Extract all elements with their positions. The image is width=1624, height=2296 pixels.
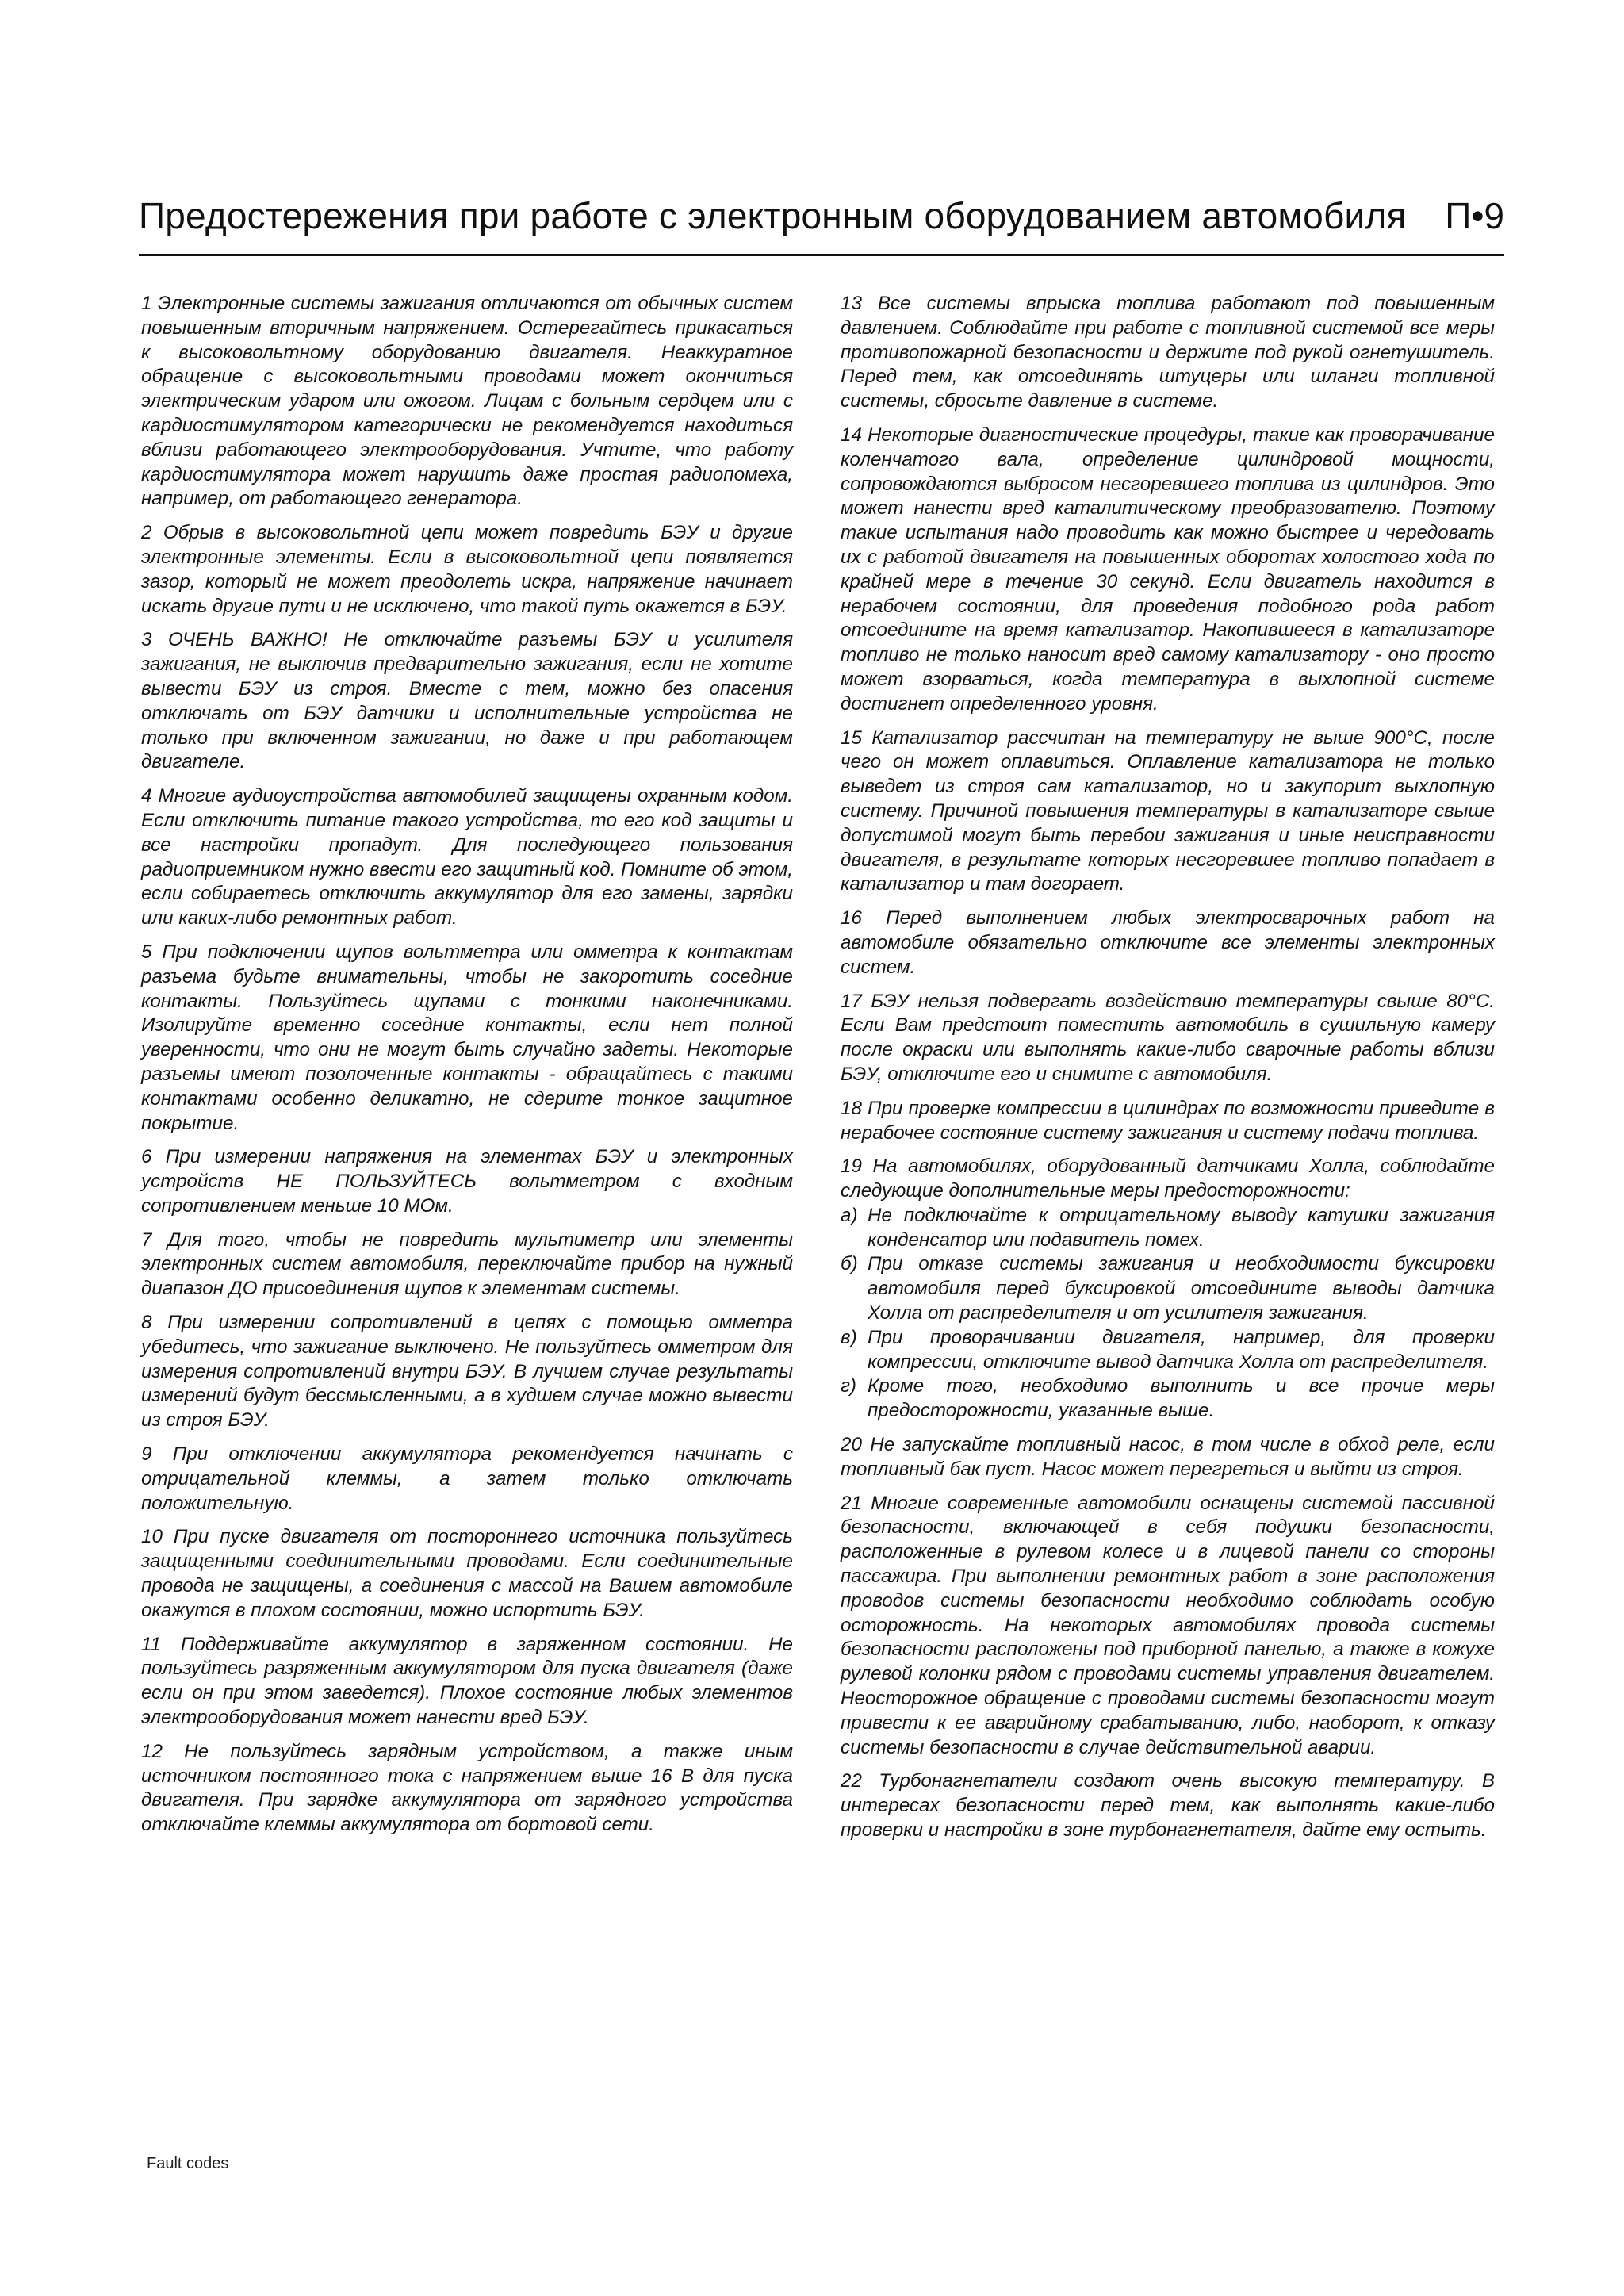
paragraph-18: 18 При проверке компрессии в цилиндрах по возможности приведите в нерабочее состояние систему зажигания и систему подачи топлива. bbox=[841, 1097, 1495, 1144]
paragraph-10: 10 При пуске двигателя от постороннего источника пользуйтесь защищенными соединительными проводами. Если соединительные провода не защищены, а соединения с массой на Вашем автомобиле окажутся в плохом состоянии, можно испортить БЭУ. bbox=[141, 1526, 793, 1621]
page-number: П•9 bbox=[1445, 195, 1504, 236]
paragraph-22: 22 Турбонагнетатели создают очень высокую температуру. В интересах безопасности перед тем, как выполнять какие-либо проверки и настройки в зоне турбонагнетателя, дайте ему остыть. bbox=[841, 1770, 1495, 1842]
list-item-text: При отказе системы зажигания и необходимости буксировки автомобиля перед буксировкой отсоедините выводы датчика Холла от распределителя и от усилителя зажигания. bbox=[868, 1253, 1495, 1324]
paragraph-7: 7 Для того, чтобы не повредить мультиметр или элементы электронных систем автомобиля, переключайте прибор на нужный диапазон ДО присоединения щупов к элементам системы. bbox=[141, 1228, 793, 1300]
list-item-text: При проворачивании двигателя, например, для проверки компрессии, отключите вывод датчика Холла от распределителя. bbox=[868, 1326, 1495, 1373]
precautions-list bbox=[841, 1204, 1495, 1424]
paragraph-8: 8 При измерении сопротивлений в цепях с помощью омметра убедитесь, что зажигание выключено. Не пользуйтесь омметром для измерения сопротивлений внутри БЭУ. В лучшем случае результаты измерений будут бессмысленными, а в худшем случае можно вывести из строя БЭУ. bbox=[141, 1312, 793, 1432]
page-header bbox=[139, 194, 1504, 250]
paragraph-2: 2 Обрыв в высоковольтной цепи может повредить БЭУ и другие электронные элементы. Если в высоковольтной цепи появляется зазор, который не может преодолеть искра, напряжение начинает искать другие пути и не исключено, что такой путь окажется в БЭУ. bbox=[141, 522, 793, 617]
page-title: Предостережения при работе с электронным оборудованием автомобиля bbox=[139, 195, 1407, 236]
list-item bbox=[841, 1252, 1495, 1325]
paragraph-4: 4 Многие аудиоустройства автомобилей защищены охранным кодом. Если отключить питание такого устройства, то его код защиты и все настройки пропадут. Для последующего пользования радиоприемником нужно ввести его защитный код. Помните об этом, если собираетесь отключить аккумулятор для его замены, зарядки или каких-либо ремонтных работ. bbox=[141, 785, 793, 930]
header-divider bbox=[139, 254, 1504, 256]
paragraph-12: 12 Не пользуйтесь зарядным устройством, а также иным источником постоянного тока с напряжением выше 16 В для пуска двигателя. При зарядке аккумулятора от зарядного устройства отключайте клеммы аккумулятора от бортовой сети. bbox=[141, 1740, 793, 1836]
paragraph-21: 21 Многие современные автомобили оснащены системой пассивной безопасности, включающей в себя подушки безопасности, расположенные в рулевом колесе и в лицевой панели со стороны пассажира. При выполнении ремонтных работ в зоне расположения проводов системы безопасности необходимо соблюдать особую осторожность. На некоторых автомобилях провода системы безопасности расположены под приборной панелью, а также в кожухе рулевой колонки рядом с проводами системы управления двигателем. Неосторожное обращение с проводами системы безопасности могут привести к ее аварийному срабатыванию, либо, наоборот, к отказу системы безопасности в случае действительной аварии. bbox=[841, 1492, 1495, 1758]
paragraph-1: 1 Электронные системы зажигания отличаются от обычных систем повышенным вторичным напряжением. Остерегайтесь прикасаться к высоковольтному оборудованию двигателя. Неаккуратное обращение с высоковольтными проводами может окончиться электрическим ударом или ожогом. Лицам с больным сердцем или с кардиостимулятором категорически не рекомендуется находиться вблизи работающего электрооборудования. Учтите, что работу кардиостимулятора может нарушить даже простая радиопомеха, например, от работающего генератора. bbox=[141, 293, 793, 510]
list-item-text: Кроме того, необходимо выполнить и все прочие меры предосторожности, указанные выше. bbox=[868, 1375, 1495, 1422]
right-column bbox=[841, 292, 1495, 1853]
list-item bbox=[841, 1374, 1495, 1424]
list-item bbox=[841, 1204, 1495, 1253]
page-footer: Fault codes bbox=[147, 2155, 229, 2172]
list-item-text: Не подключайте к отрицательному выводу катушки зажигания конденсатор или подавитель помех. bbox=[868, 1204, 1495, 1251]
list-marker: в) bbox=[841, 1326, 857, 1348]
paragraph-17: 17 БЭУ нельзя подвергать воздействию температуры свыше 80°С. Если Вам предстоит поместить автомобиль в сушильную камеру после окраски или выполнять какие-либо сварочные работы вблизи БЭУ, отключите его и снимите с автомобиля. bbox=[841, 990, 1495, 1085]
list-item bbox=[841, 1326, 1495, 1375]
list-marker: б) bbox=[841, 1253, 858, 1275]
paragraph-6: 6 При измерении напряжения на элементах БЭУ и электронных устройств НЕ ПОЛЬЗУЙТЕСЬ вольтметром с входным сопротивлением меньше 10 МОм. bbox=[141, 1146, 793, 1217]
paragraph-9: 9 При отключении аккумулятора рекомендуется начинать с отрицательной клеммы, а затем только отключать положительную. bbox=[141, 1443, 793, 1514]
left-column bbox=[141, 292, 793, 1847]
paragraph-11: 11 Поддерживайте аккумулятор в заряженном состоянии. Не пользуйтесь разряженным аккумулятором для пуска двигателя (даже если он при этом заведется). Плохое состояние любых элементов электрооборудования может нанести вред БЭУ. bbox=[141, 1633, 793, 1729]
paragraph-19: 19 На автомобилях, оборудованный датчиками Холла, соблюдайте следующие дополнительные меры предосторожности: bbox=[841, 1156, 1495, 1202]
paragraph-13: 13 Все системы впрыска топлива работают под повышенным давлением. Соблюдайте при работе с топливной системой все меры противопожарной безопасности и держите под рукой огнетушитель. Перед тем, как отсоединять штуцеры или шланги топливной системы, сбросьте давление в системе. bbox=[841, 293, 1495, 412]
paragraph-20: 20 Не запускайте топливный насос, в том числе в обход реле, если топливный бак пуст. Насос может перегреться и выйти из строя. bbox=[841, 1434, 1495, 1480]
paragraph-3: 3 ОЧЕНЬ ВАЖНО! Не отключайте разъемы БЭУ и усилителя зажигания, не выключив предварительно зажигания, если не хотите вывести БЭУ из строя. Вместе с тем, можно без опасения отключать от БЭУ датчики и исполнительные устройства не только при включенном зажигании, но даже и при работающем двигателе. bbox=[141, 629, 793, 773]
paragraph-5: 5 При подключении щупов вольтметра или омметра к контактам разъема будьте внимательны, чтобы не закоротить соседние контакты. Пользуйтесь щупами с тонкими наконечниками. Изолируйте временно соседние контакты, если нет полной уверенности, что они не могут быть случайно задеты. Некоторые разъемы имеют позолоченные контакты - обращайтесь с такими контактами особенно деликатно, не сдерите тонкое защитное покрытие. bbox=[141, 941, 793, 1134]
paragraph-15: 15 Катализатор рассчитан на температуру не выше 900°С, после чего он может оплавиться. Оплавление катализатора не только выведет из строя сам катализатор, но и закупорит выхлопную систему. Причиной повышения температуры в катализаторе свыше допустимой могут быть перебои зажигания и иные неисправности двигателя, в результате которых несгоревшее топливо попадает в катализатор и там догорает. bbox=[841, 726, 1495, 895]
list-marker: г) bbox=[841, 1375, 856, 1397]
list-marker: а) bbox=[841, 1204, 858, 1226]
paragraph-16: 16 Перед выполнением любых электросварочных работ на автомобиле обязательно отключите все элементы электронных систем. bbox=[841, 907, 1495, 978]
paragraph-14: 14 Некоторые диагностические процедуры, такие как проворачивание коленчатого вала, определение цилиндровой мощности, сопровождаются выбросом несгоревшего топлива из цилиндров. Это может нанести вред каталитическому преобразователю. Поэтому такие испытания надо проводить как можно быстрее и чередовать их с работой двигателя на повышенных оборотах холостого хода по крайней мере в течение 30 секунд. Если двигатель находится в нерабочем состоянии, для проведения подобного рода работ отсоедините на время катализатор. Накопившееся в катализаторе топливо не только наносит вред самому катализатору - оно просто может взорваться, когда температура в выхлопной системе достигнет определенного уровня. bbox=[841, 424, 1495, 715]
